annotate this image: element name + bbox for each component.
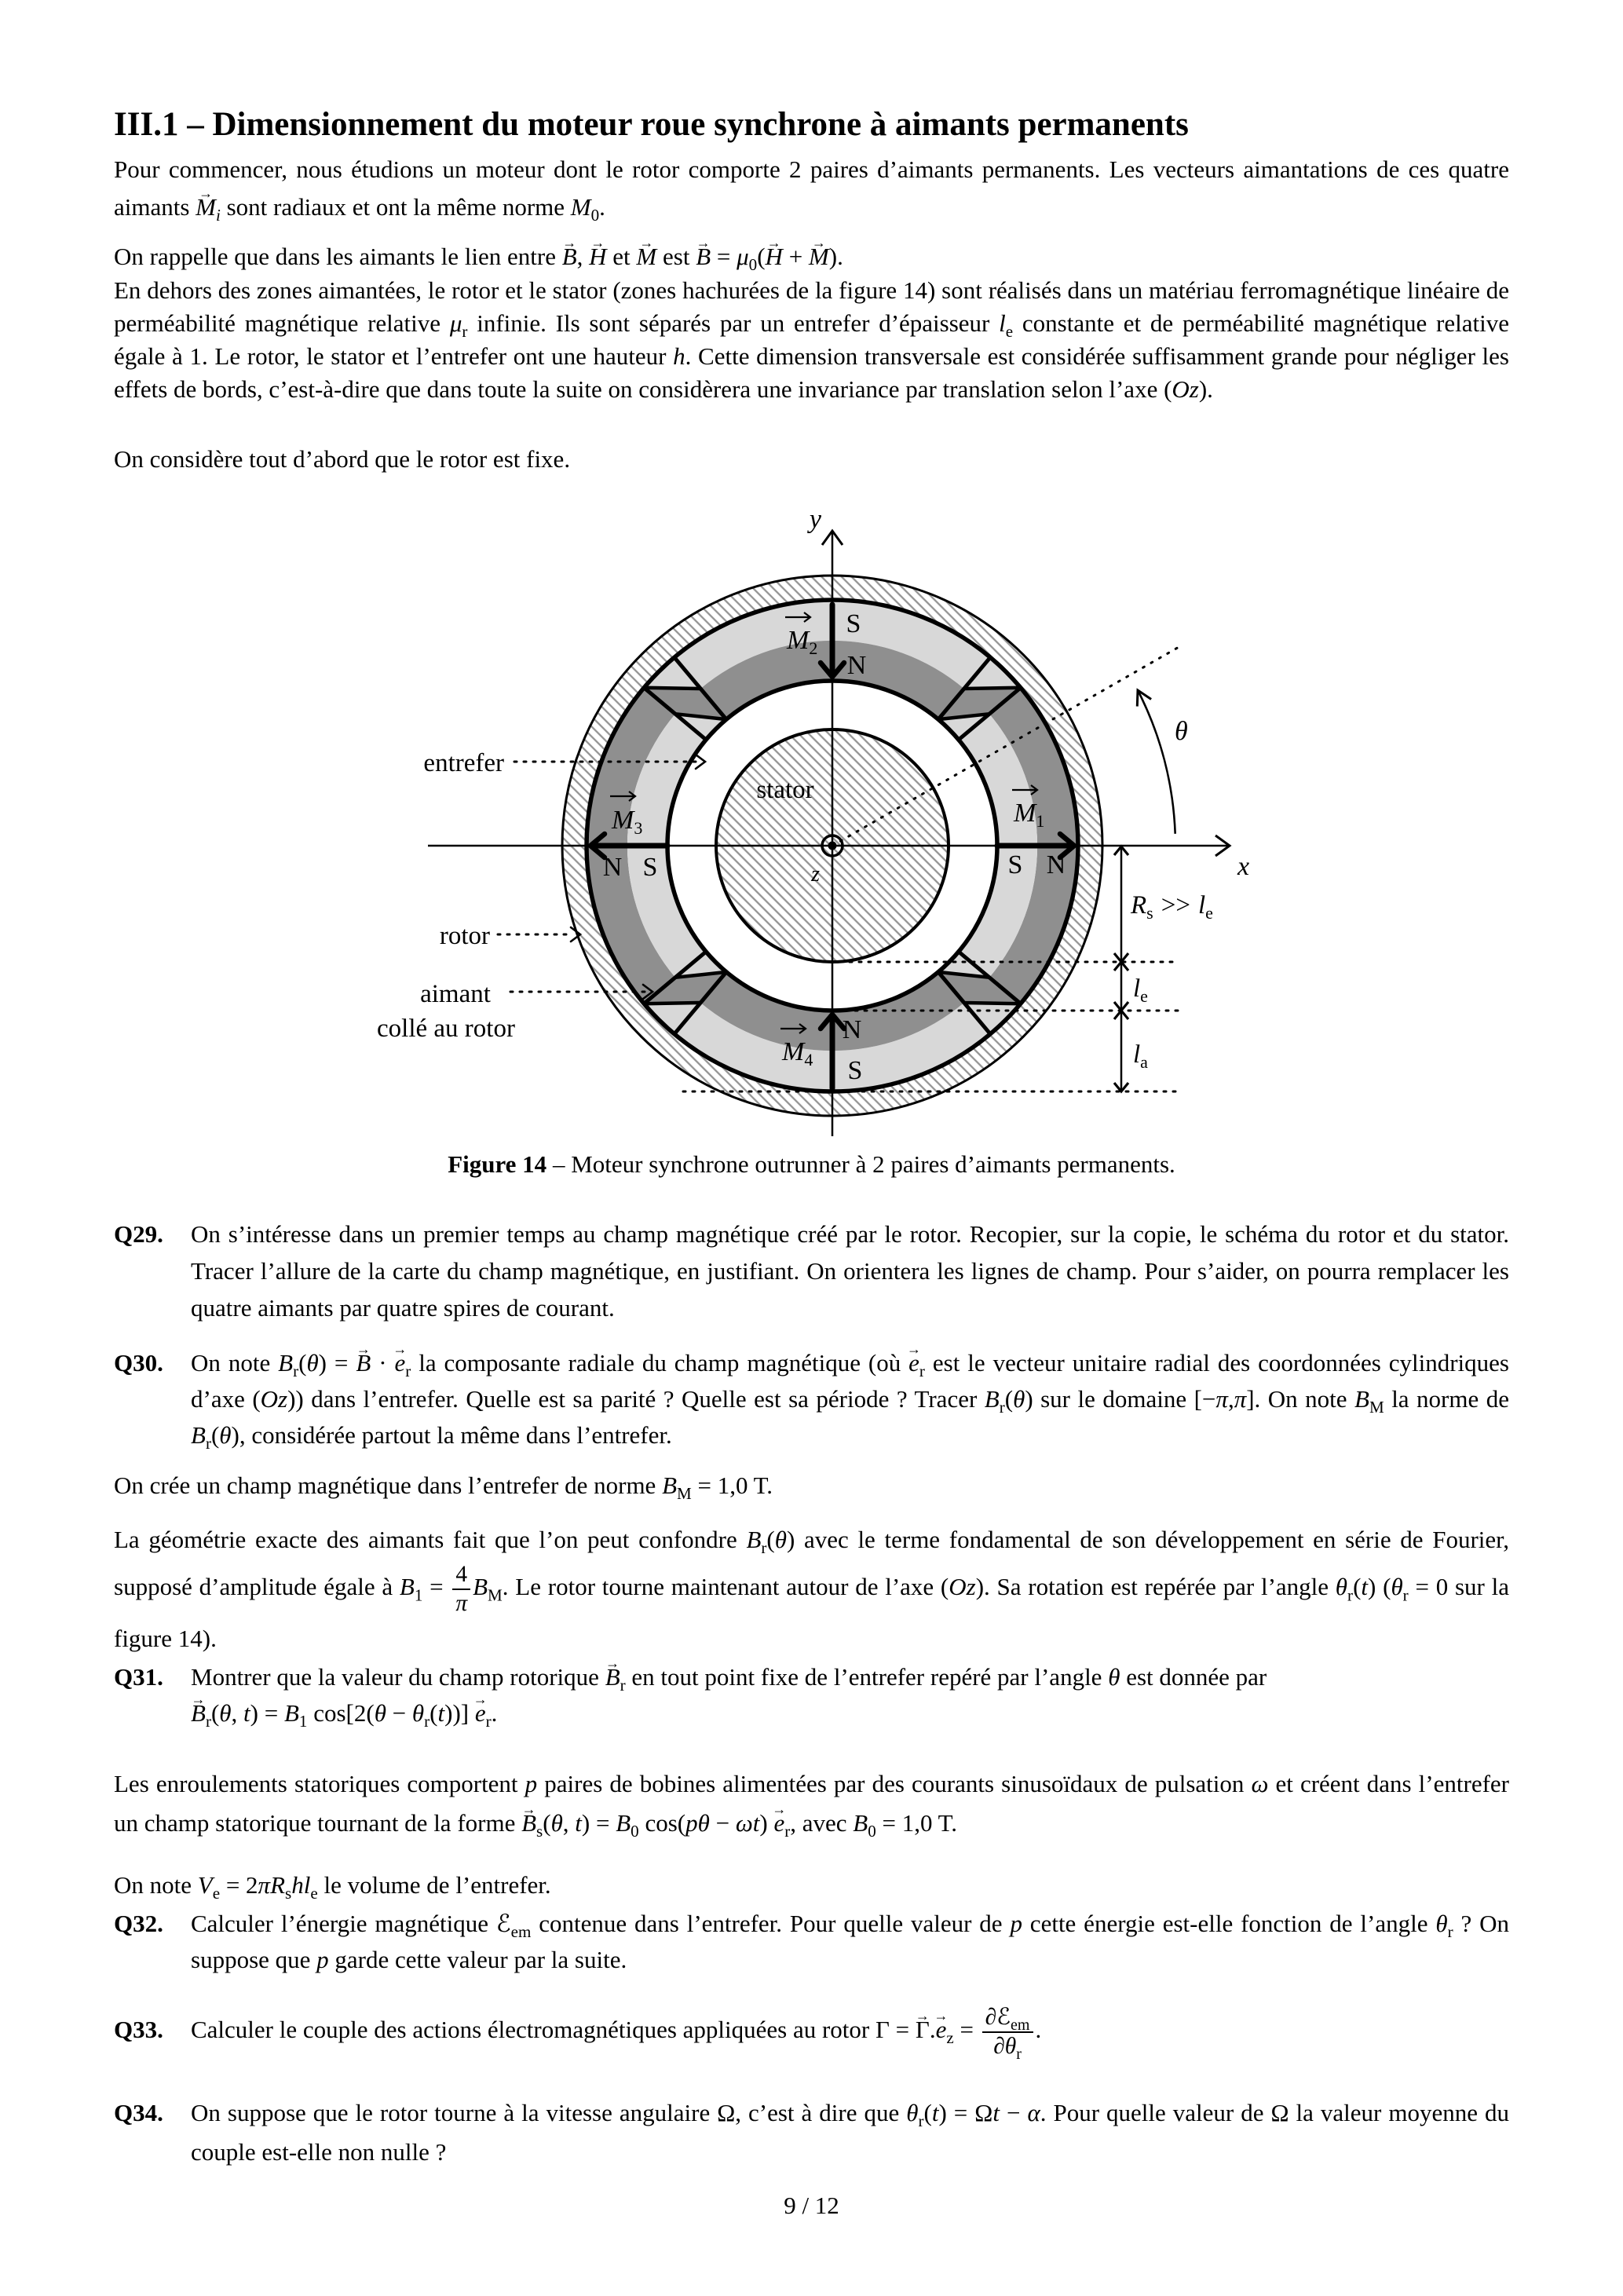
m2-pole-s: S <box>846 609 861 638</box>
x-axis-label: x <box>1237 852 1250 881</box>
question-q33-body: Calculer le couple des actions électromagnétiques appliquées au rotor $\Gamma = \Gamma \to.e \to_z$ = $\frac{\partial ℰ_{em}}{\partial\theta_r}$ . <box>191 2016 1041 2043</box>
question-q29-label: Q29. <box>114 1220 163 1248</box>
m4-pole-n: N <box>842 1015 862 1044</box>
dimension-line <box>1114 846 1128 1091</box>
entrefer-label: entrefer <box>423 749 504 777</box>
m1-pole-n: N <box>1046 850 1066 879</box>
m2-pole-n: N <box>846 651 867 680</box>
paragraph-relation-bhm: On rappelle que dans les aimants le lien entre B →, H → et M → est B → = $\mu_0(H$ → + M →). <box>114 240 1509 273</box>
page-number: 9 / 12 <box>784 2192 839 2219</box>
stator-label: stator <box>756 776 814 804</box>
paragraph-volume: On note $V_e = 2\pi R_shl_e$ le volume de l’entrefer. <box>114 1871 551 1903</box>
paragraph-bm-value: On crée un champ magnétique dans l’entrefer de norme $B_M = 1,0$ T. <box>114 1472 773 1504</box>
paragraph-intro: Pour commencer, nous étudions un moteur dont le rotor comporte 2 paires d’aimants permanents. Les vecteurs aimantations de ces quatre aimants $M \to_i$ sont radiaux et ont la même norme $M_0$. <box>114 151 1509 226</box>
question-q30-body: On note $B_r(\theta) = B$ → · $e \to_r$ la composante radiale du champ magnétique (où $e \to_r$ est le vecteur unitaire radial des coordonnées cylindriques d’axe (Oz)) dans l’entrefer. Quelle est sa parité ? Quelle est sa période ? Tracer $B_r(\theta)$ sur le domaine [−π,π]. On note $B_M$ la norme de $B_r(\theta)$, considérée partout la même dans l’entrefer. <box>191 1349 1509 1449</box>
m3-pole-s: S <box>642 853 658 882</box>
dimension-le-label: $l_e$ <box>1133 974 1148 1006</box>
question-q34-label: Q34. <box>114 2099 163 2126</box>
paragraph-rotor-fixed: On considère tout d’abord que le rotor est fixe. <box>114 445 571 473</box>
question-q31-label: Q31. <box>114 1663 163 1691</box>
question-q33 <box>114 1998 1509 2061</box>
question-q33-label: Q33. <box>114 2016 163 2043</box>
m4-pole-s: S <box>847 1056 863 1085</box>
theta-label: θ <box>1175 717 1188 746</box>
leader-entrefer-arrowhead-icon <box>696 755 705 769</box>
question-q29 <box>114 1216 1509 1326</box>
figure-caption-text: – Moteur synchrone outrunner à 2 paires d’aimants permanents. <box>546 1150 1175 1178</box>
aimant-label-line1: aimant <box>420 980 491 1008</box>
dimension-rs-label: $R_s >> l_e$ <box>1131 891 1213 923</box>
y-axis-label: y <box>809 505 821 534</box>
question-q31 <box>114 1659 1509 1731</box>
rotor-label: rotor <box>439 922 490 950</box>
m1-pole-s: S <box>1007 850 1023 879</box>
question-q30-label: Q30. <box>114 1349 163 1377</box>
theta-arc <box>1138 690 1175 834</box>
aimant-label-line2: collé au rotor <box>377 1015 515 1043</box>
question-q29-body: On s’intéresse dans un premier temps au champ magnétique créé par le rotor. Recopier, sur la copie, le schéma du rotor et du stator. Tracer l’allure de la carte du champ magnétique, en justifiant. On orientera les lignes de champ. Pour s’aider, on pourra remplacer les quatre aimants par quatre spires de courant. <box>191 1220 1509 1322</box>
m3-label: $M_3$ <box>612 806 643 838</box>
paragraph-fourier: La géométrie exacte des aimants fait que l’on peut confondre $B_r(\theta)$ avec le terme fondamental de son développement en série de Fourier, supposé d’amplitude égale à $B_1$ = $\frac{4}{\pi}$ $B_M$. Le rotor tourne maintenant autour de l’axe (Oz). Sa rotation est repérée par l’angle $\theta_r(t) (\theta_r = 0$ sur la figure 14). <box>114 1526 1509 1652</box>
paragraph-materials: En dehors des zones aimantées, le rotor et le stator (zones hachurées de la figure 14) sont réalisés dans un matériau ferromagnétique linéaire de perméabilité magnétique relative $\mu_r$ infinie. Ils sont séparés par un entrefer d’épaisseur $l_e$ constante et de perméabilité magnétique relative égale à 1. Le rotor, le stator et l’entrefer ont une hauteur h. Cette dimension transversale est considérée suffisamment grande pour négliger les effets de bords, c’est-à-dire que dans toute la suite on considèrera une invariance par translation selon l’axe (Oz). <box>114 276 1509 403</box>
figure-14-motor-diagram <box>330 495 1303 1148</box>
figure-caption <box>114 1148 1509 1181</box>
figure-caption-number: Figure 14 <box>448 1150 547 1178</box>
question-q32-label: Q32. <box>114 1910 163 1937</box>
m4-label: $M_4$ <box>782 1037 813 1069</box>
question-q32-body: Calculer l’énergie magnétique ℰ$_{em}$ contenue dans l’entrefer. Pour quelle valeur de p cette énergie est-elle fonction de l’angle $\theta_r$ ? On suppose que p garde cette valeur par la suite. <box>191 1910 1510 1973</box>
question-q34-body: On suppose que le rotor tourne à la vitesse angulaire Ω, c’est à dire que $\theta_r(t) = \Omega t - \alpha$. Pour quelle valeur de Ω la valeur moyenne du couple est-elle non nulle ? <box>191 2099 1509 2166</box>
question-q34 <box>114 2093 1509 2172</box>
m1-label: $M_1$ <box>1014 799 1045 831</box>
question-q30 <box>114 1345 1509 1453</box>
z-axis-label: z <box>811 862 820 887</box>
question-q31-body: Montrer que la valeur du champ rotorique $B \to_r$ en tout point fixe de l’entrefer repéré par l’angle θ est donnée par $B \to_r(\theta$, $t) = B_1$ $\cos[2(\theta - \theta_r(t))]$ $e \to_r$. <box>191 1663 1267 1727</box>
dimension-la-label: $l_a$ <box>1133 1040 1148 1072</box>
section-title: III.1 – Dimensionnement du moteur roue synchrone à aimants permanents <box>114 106 1189 143</box>
paragraph-stator-windings: Les enroulements statoriques comportent p paires de bobines alimentées par des courants sinusoïdaux de pulsation ω et créent dans l’entrefer un champ statorique tournant de la forme $B \to_s(\theta$, $t) = B_0$ cos(pθ − ωt) $e \to_r$, avec $B_0 = 1,0$ T. <box>114 1764 1509 1843</box>
m2-label: $M_2$ <box>787 626 818 658</box>
m3-pole-n: N <box>602 853 623 882</box>
question-q32 <box>114 1906 1509 1978</box>
